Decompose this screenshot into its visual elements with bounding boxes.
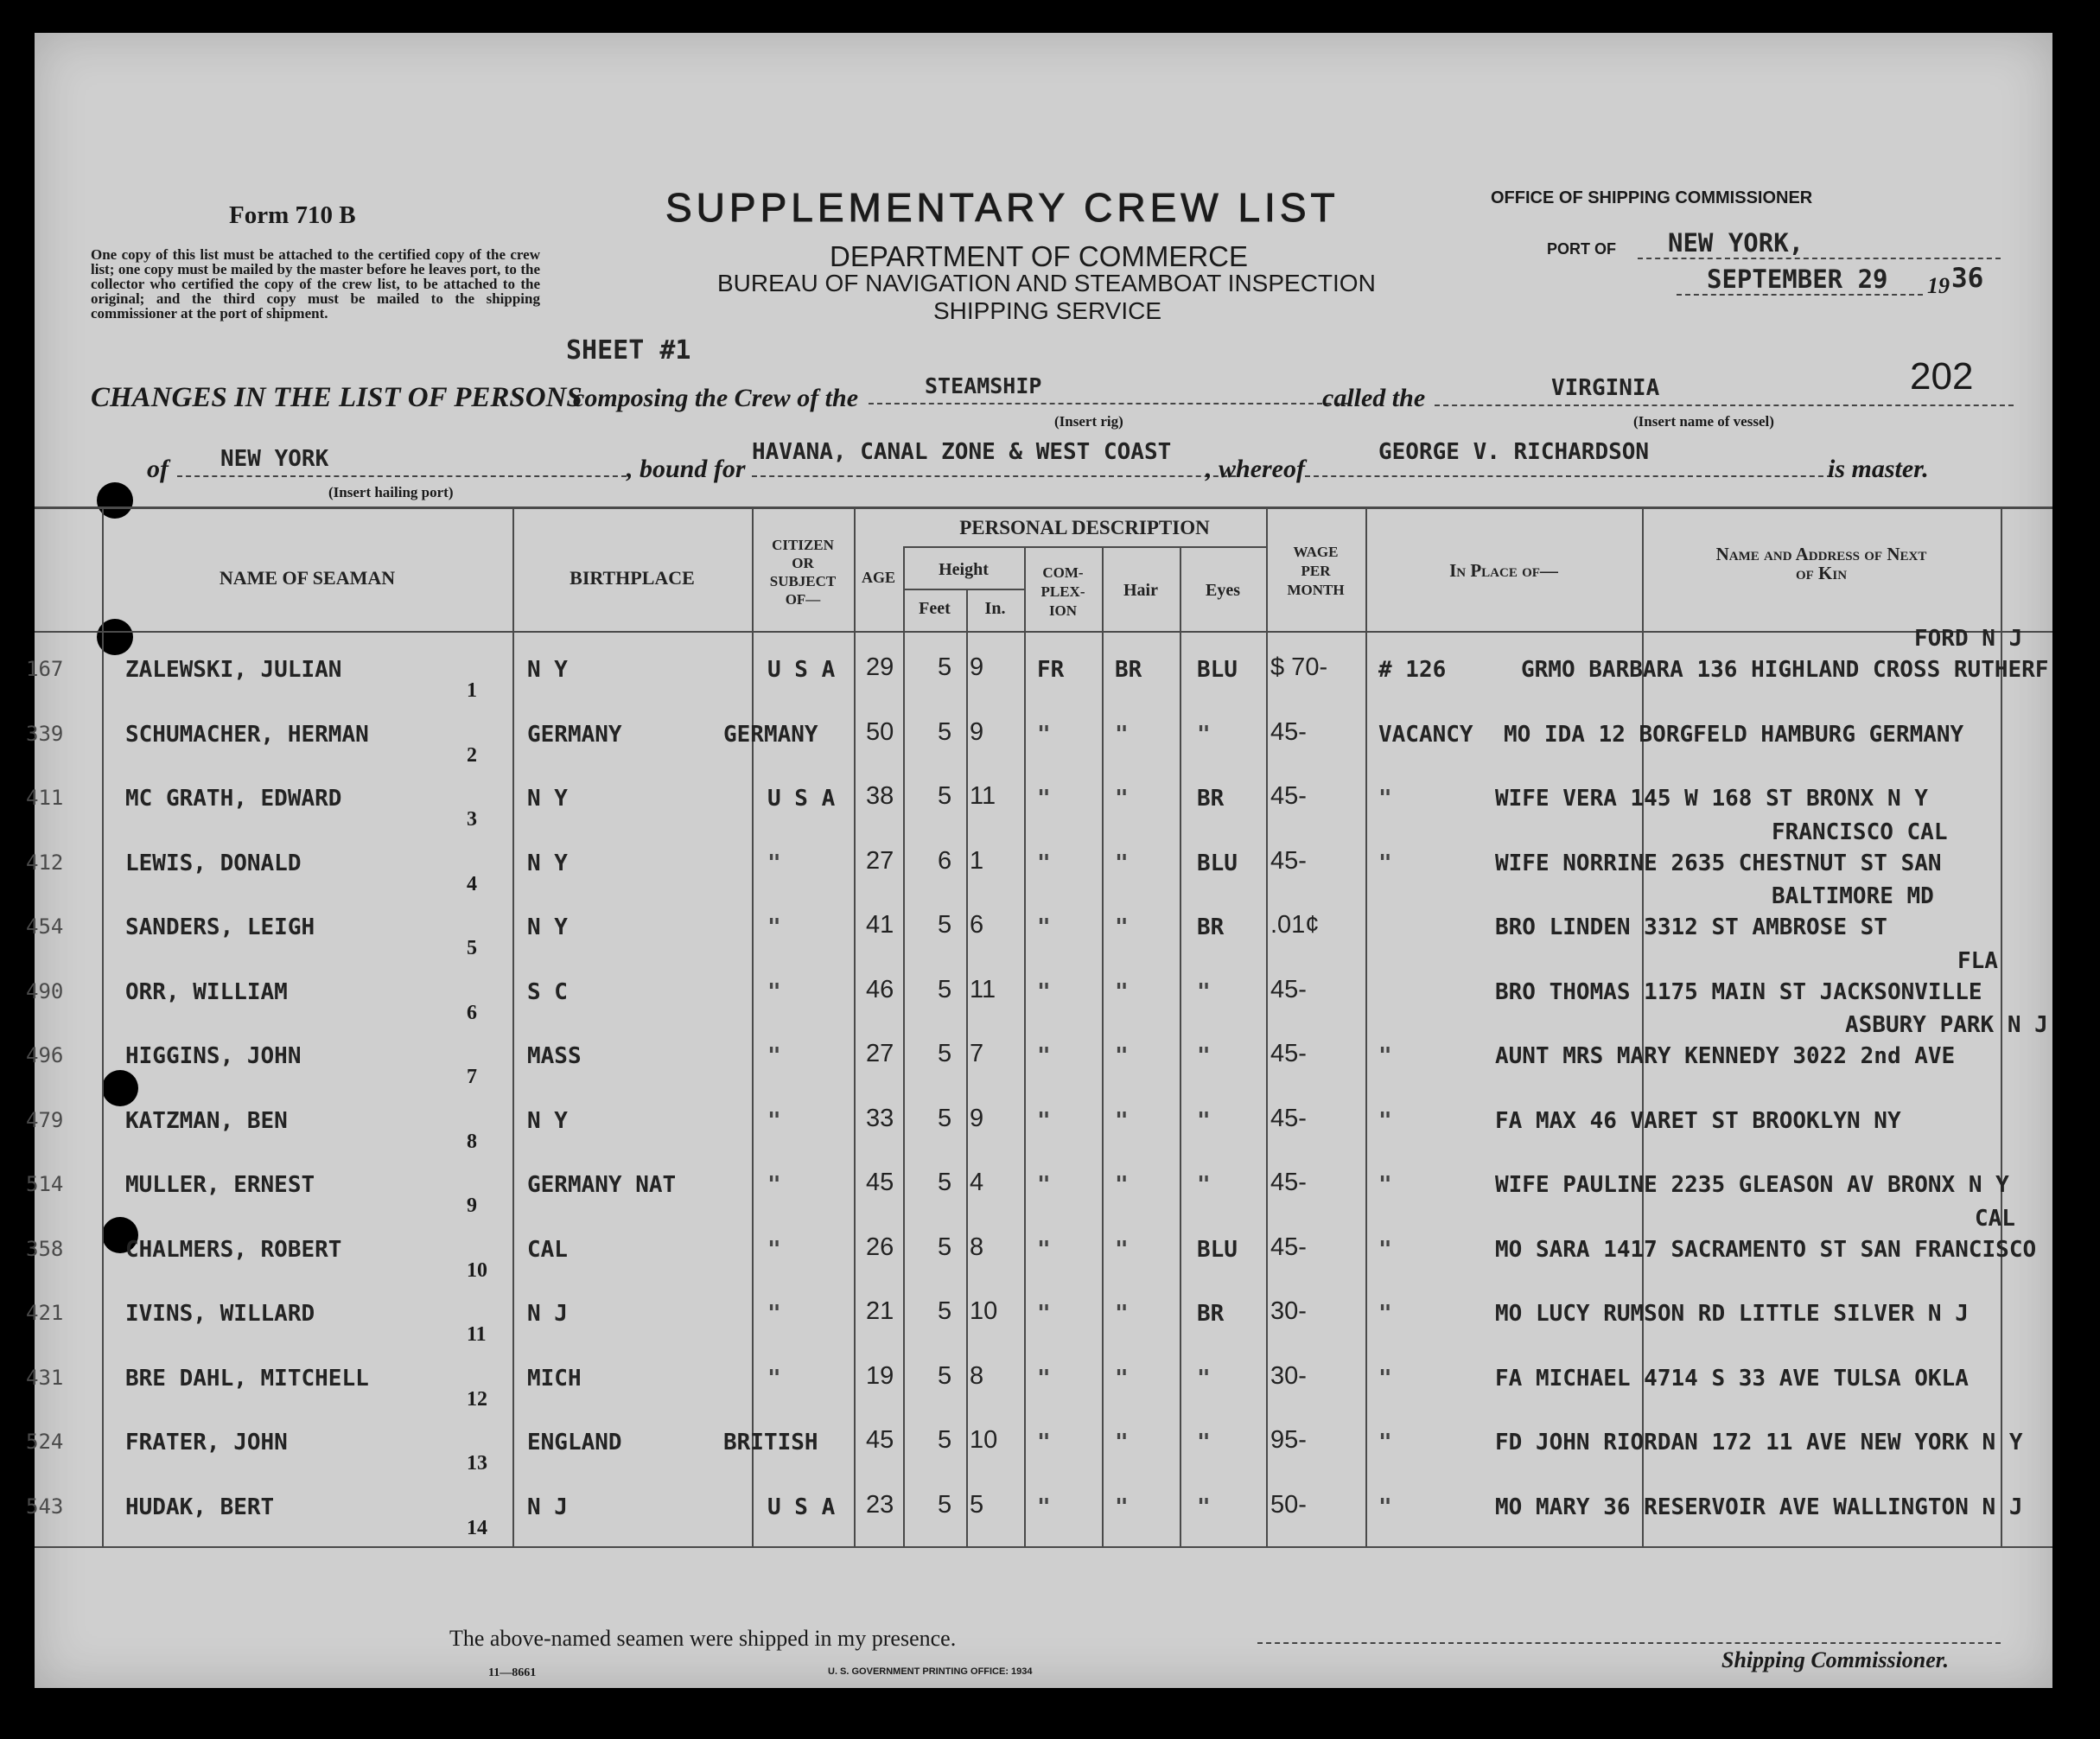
header-inches: In. (984, 599, 1006, 618)
footer-statement: The above-named seamen were shipped in my presence. (449, 1626, 957, 1651)
crew-ft: 5 (938, 653, 952, 681)
crew-wage: 45- (1270, 1169, 1307, 1196)
destination-value: HAVANA, CANAL ZONE & WEST COAST (752, 439, 1172, 465)
personal-rule (903, 546, 1266, 548)
crew-eyes: BR (1197, 1301, 1225, 1327)
crew-citizen: " (767, 1043, 781, 1069)
crew-eyes: " (1197, 978, 1211, 1005)
crew-eyes: " (1197, 1107, 1211, 1134)
header-kin-line: Name and Address of Next (1715, 544, 1927, 564)
crew-citizen: " (767, 978, 781, 1005)
crew-name: LEWIS, DONALD (125, 850, 302, 876)
crew-wage: 50- (1270, 1490, 1307, 1519)
header-height: Height (939, 560, 989, 579)
crew-age: 41 (866, 911, 894, 939)
crew-place: " (1378, 1172, 1392, 1198)
crew-name: IVINS, WILLARD (125, 1301, 315, 1327)
header-complexion-line: COM- (1042, 564, 1084, 581)
crew-row (26, 1289, 2052, 1354)
crew-ft: 5 (938, 1361, 952, 1390)
port-underline (1638, 258, 2001, 259)
signature-label: Shipping Commissioner. (1721, 1647, 1949, 1672)
header-in-place-of: In Place of— (1449, 560, 1558, 581)
office-label: OFFICE OF SHIPPING COMMISSIONER (1491, 188, 1813, 207)
crew-comp: " (1037, 721, 1051, 748)
crew-row (26, 1417, 2052, 1483)
changes-prefix: CHANGES IN THE LIST OF PERSONS (91, 382, 582, 413)
crew-in: 9 (970, 653, 984, 681)
crew-eyes: BLU (1197, 850, 1238, 876)
crew-place: " (1378, 850, 1392, 876)
crew-citizen: " (767, 1365, 781, 1392)
crew-wage: 45- (1270, 1233, 1307, 1261)
crew-ft: 5 (938, 717, 952, 746)
vessel-label: (Insert name of vessel) (1633, 413, 1774, 430)
crew-row (26, 626, 2052, 710)
form-title: SUPPLEMENTARY CREW LIST (665, 185, 1340, 230)
crew-kin: MO LUCY RUMSON RD LITTLE SILVER N J (1495, 1301, 1969, 1327)
crew-kin: FA MICHAEL 4714 S 33 AVE TULSA OKLA (1495, 1365, 1969, 1392)
crew-id: 167 (26, 657, 64, 681)
crew-num: 14 (467, 1516, 487, 1539)
crew-eyes: BR (1197, 786, 1225, 812)
crew-num: 7 (467, 1066, 477, 1088)
header-complexion-line: ION (1048, 602, 1078, 619)
crew-place: " (1378, 786, 1392, 812)
crew-in: 9 (970, 717, 984, 746)
crew-in: 1 (970, 846, 984, 875)
crew-ft: 5 (938, 782, 952, 810)
crew-comp: " (1037, 1301, 1051, 1327)
crew-name: ZALEWSKI, JULIAN (125, 657, 342, 683)
crew-id: 524 (26, 1430, 64, 1454)
crew-age: 46 (866, 975, 894, 1003)
header-eyes: Eyes (1206, 581, 1240, 600)
crew-id: 543 (26, 1494, 64, 1519)
crew-ft: 5 (938, 1426, 952, 1454)
crew-hair: " (1115, 721, 1129, 748)
crew-row (26, 819, 2052, 904)
crew-eyes: BR (1197, 914, 1225, 940)
crew-citizen: BRITISH (723, 1430, 818, 1456)
crew-place: " (1378, 1301, 1392, 1327)
sheet-number: SHEET #1 (566, 335, 691, 366)
crew-birth: MICH (527, 1365, 582, 1392)
date-value: SEPTEMBER 29 (1707, 264, 1888, 294)
page-number: 202 (1910, 355, 1974, 398)
crew-citizen: U S A (767, 657, 836, 683)
crew-citizen: " (767, 850, 781, 876)
crew-id: 358 (26, 1236, 64, 1261)
crew-hair: " (1115, 1172, 1129, 1198)
header-complexion-line: PLEX- (1040, 583, 1085, 600)
crew-place: " (1378, 1107, 1392, 1134)
called-label: called the (1322, 384, 1426, 412)
master-underline (1305, 475, 1832, 477)
crew-in: 11 (970, 782, 996, 810)
crew-kin: FA MAX 46 VARET ST BROOKLYN NY (1495, 1107, 1901, 1134)
crew-id: 490 (26, 978, 64, 1003)
crew-hair: " (1115, 1494, 1129, 1520)
crew-kin: MO IDA 12 BORGFELD HAMBURG GERMANY (1504, 721, 1964, 748)
printer-line: U. S. GOVERNMENT PRINTING OFFICE: 1934 (828, 1666, 1033, 1677)
crew-num: 11 (467, 1323, 487, 1346)
crew-kin2: BALTIMORE MD (1772, 883, 1934, 909)
crew-name: SCHUMACHER, HERMAN (125, 721, 369, 748)
crew-place: " (1378, 1430, 1392, 1456)
crew-num: 6 (467, 1001, 477, 1024)
crew-row (26, 1160, 2052, 1226)
header-birthplace: BIRTHPLACE (570, 567, 695, 589)
crew-row (26, 947, 2052, 1033)
crew-citizen: " (767, 914, 781, 940)
changes-mid: composing the Crew of the (573, 384, 859, 412)
crew-row (26, 710, 2052, 775)
crew-id: 496 (26, 1043, 64, 1067)
crew-in: 5 (970, 1490, 984, 1519)
crew-place: " (1378, 1236, 1392, 1263)
header-citizen-line: SUBJECT (769, 573, 837, 589)
port-value: NEW YORK, (1668, 228, 1804, 258)
crew-eyes: " (1197, 1365, 1211, 1392)
bound-for-label: , bound for (627, 455, 746, 483)
crew-row (26, 1096, 2052, 1162)
crew-id: 339 (26, 721, 64, 746)
rig-label: (Insert rig) (1054, 413, 1123, 430)
crew-eyes: " (1197, 1043, 1211, 1069)
bureau-name: BUREAU OF NAVIGATION AND STEAMBOAT INSPECTION (717, 270, 1376, 296)
crew-in: 8 (970, 1361, 984, 1390)
crew-ft: 5 (938, 1297, 952, 1325)
header-citizen-line: CITIZEN (772, 537, 834, 553)
crew-birth: N Y (527, 850, 568, 876)
crew-comp: FR (1037, 657, 1065, 683)
crew-citizen: GERMANY (723, 721, 818, 748)
hailing-port-label: (Insert hailing port) (328, 484, 454, 500)
whereof-label: , whereof (1206, 455, 1305, 483)
crew-place: VACANCY (1378, 721, 1473, 748)
crew-wage: 30- (1270, 1361, 1307, 1390)
crew-wage: 45- (1270, 1040, 1307, 1067)
crew-wage: $ 70- (1270, 653, 1328, 681)
crew-comp: " (1037, 786, 1051, 812)
header-citizen (752, 536, 854, 608)
crew-ft: 5 (938, 975, 952, 1003)
table-top-rule (35, 506, 2052, 509)
crew-eyes: " (1197, 1494, 1211, 1520)
crew-place: " (1378, 1365, 1392, 1392)
rig-underline (869, 403, 1348, 404)
crew-comp: " (1037, 1107, 1051, 1134)
crew-id: 454 (26, 914, 64, 939)
crew-in: 9 (970, 1104, 984, 1132)
crew-age: 19 (866, 1361, 894, 1390)
header-wage-line: PER (1301, 563, 1331, 579)
crew-citizen: U S A (767, 786, 836, 812)
crew-age: 33 (866, 1104, 894, 1132)
rig-value: STEAMSHIP (925, 373, 1042, 398)
crew-id: 412 (26, 850, 64, 875)
crew-age: 38 (866, 782, 894, 810)
crew-kin: WIFE NORRINE 2635 CHESTNUT ST SAN (1495, 850, 1942, 876)
year-prefix: 19 (1927, 273, 1950, 298)
crew-num: 5 (467, 937, 477, 959)
crew-kin: BRO THOMAS 1175 MAIN ST JACKSONVILLE (1495, 978, 1982, 1005)
crew-ft: 5 (938, 1169, 952, 1196)
crew-kin: MO SARA 1417 SACRAMENTO ST SAN FRANCISCO (1495, 1236, 2037, 1263)
crew-id: 421 (26, 1301, 64, 1325)
header-citizen-line: OF— (785, 591, 821, 608)
hailing-port-value: NEW YORK (220, 446, 329, 472)
crew-num: 3 (467, 808, 477, 831)
header-bottom-rule (35, 631, 2052, 633)
year-suffix: 36 (1951, 263, 1984, 294)
port-label: PORT OF (1547, 240, 1616, 258)
crew-comp: " (1037, 914, 1051, 940)
crew-id: 479 (26, 1107, 64, 1132)
crew-kin: AUNT MRS MARY KENNEDY 3022 2nd AVE (1495, 1043, 1956, 1069)
crew-birth: MASS (527, 1043, 582, 1069)
crew-age: 50 (866, 717, 894, 746)
crew-kin: BRO LINDEN 3312 ST AMBROSE ST (1495, 914, 1887, 940)
crew-eyes: BLU (1197, 1236, 1238, 1263)
crew-wage: 45- (1270, 717, 1307, 746)
crew-birth: N Y (527, 657, 568, 683)
crew-hair: " (1115, 1301, 1129, 1327)
crew-id: 411 (26, 786, 64, 810)
date-underline (1677, 294, 1923, 296)
vessel-value: VIRGINIA (1551, 375, 1660, 401)
crew-row (26, 1482, 2052, 1548)
crew-row (26, 774, 2052, 839)
crew-row (26, 883, 2052, 968)
crew-kin: FD JOHN RIORDAN 172 11 AVE NEW YORK N Y (1495, 1430, 2023, 1456)
crew-age: 27 (866, 846, 894, 875)
crew-hair: " (1115, 1365, 1129, 1392)
crew-wage: 45- (1270, 782, 1307, 810)
header-wage-line: WAGE (1293, 544, 1339, 560)
crew-name: MC GRATH, EDWARD (125, 786, 342, 812)
header-age: AGE (861, 569, 895, 586)
master-value: GEORGE V. RICHARDSON (1378, 439, 1650, 465)
crew-citizen: U S A (767, 1494, 836, 1520)
crew-name: BRE DAHL, MITCHELL (125, 1365, 369, 1392)
crew-row (26, 1012, 2052, 1097)
header-wage (1266, 543, 1365, 600)
crew-age: 27 (866, 1040, 894, 1067)
vessel-underline (1435, 404, 2014, 406)
header-personal-description: PERSONAL DESCRIPTION (959, 517, 1210, 538)
crew-id: 431 (26, 1365, 64, 1390)
crew-name: FRATER, JOHN (125, 1430, 288, 1456)
header-kin-line: of Kin (1795, 563, 1848, 583)
crew-birth: CAL (527, 1236, 568, 1263)
crew-age: 26 (866, 1233, 894, 1261)
crew-birth: S C (527, 978, 568, 1005)
crew-ft: 5 (938, 1233, 952, 1261)
crew-num: 1 (467, 679, 477, 702)
crew-kin2: FRANCISCO CAL (1772, 819, 1948, 845)
crew-hair: " (1115, 978, 1129, 1005)
crew-birth: N J (527, 1301, 568, 1327)
crew-place: " (1378, 1043, 1392, 1069)
crew-hair: " (1115, 1430, 1129, 1456)
crew-kin: MO MARY 36 RESERVOIR AVE WALLINGTON N J (1495, 1494, 2023, 1520)
crew-birth: GERMANY (527, 721, 622, 748)
crew-row (26, 1205, 2052, 1290)
crew-name: ORR, WILLIAM (125, 978, 288, 1005)
crew-comp: " (1037, 1430, 1051, 1456)
crew-wage: 45- (1270, 975, 1307, 1003)
crew-comp: " (1037, 1172, 1051, 1198)
crew-name: HUDAK, BERT (125, 1494, 275, 1520)
header-hair: Hair (1123, 581, 1158, 600)
height-rule (903, 589, 1024, 590)
crew-ft: 5 (938, 911, 952, 939)
crew-list-sheet (26, 33, 2052, 1688)
header-wage-line: MONTH (1287, 582, 1345, 598)
crew-birth: N Y (527, 786, 568, 812)
form-code: 11—8661 (488, 1666, 537, 1679)
crew-comp: " (1037, 978, 1051, 1005)
crew-age: 21 (866, 1297, 894, 1325)
header-citizen-line: OR (792, 555, 814, 571)
crew-comp: " (1037, 1494, 1051, 1520)
crew-hair: " (1115, 850, 1129, 876)
crew-num: 4 (467, 872, 477, 895)
crew-ft: 5 (938, 1040, 952, 1067)
signature-line (1257, 1642, 2001, 1644)
crew-name: HIGGINS, JOHN (125, 1043, 302, 1069)
crew-kin2: FLA (1957, 947, 1998, 974)
master-suffix: is master. (1828, 455, 1929, 483)
crew-age: 45 (866, 1426, 894, 1454)
crew-birth: ENGLAND (527, 1430, 622, 1456)
crew-name: CHALMERS, ROBERT (125, 1236, 342, 1263)
service-name: SHIPPING SERVICE (933, 297, 1162, 324)
crew-comp: " (1037, 850, 1051, 876)
crew-comp: " (1037, 1236, 1051, 1263)
crew-id: 514 (26, 1172, 64, 1196)
crew-age: 23 (866, 1490, 894, 1519)
crew-ft: 6 (938, 846, 952, 875)
crew-kin2: FORD N J (1914, 626, 2023, 652)
header-complexion (1024, 564, 1102, 621)
crew-in: 10 (970, 1426, 998, 1454)
crew-num: 9 (467, 1194, 477, 1217)
header-feet: Feet (919, 599, 951, 618)
crew-birth: N Y (527, 914, 568, 940)
crew-name: KATZMAN, BEN (125, 1107, 288, 1134)
crew-num: 12 (467, 1387, 487, 1411)
crew-hair: " (1115, 1107, 1129, 1134)
crew-comp: " (1037, 1043, 1051, 1069)
crew-in: 8 (970, 1233, 984, 1261)
crew-place: # 126 (1378, 657, 1447, 683)
crew-in: 7 (970, 1040, 984, 1067)
crew-eyes: BLU (1197, 657, 1238, 683)
form-instruction: One copy of this list must be attached to the certified copy of the crew list; one copy must be mailed by the master before he leaves port, to the collector who certified the copy of the crew list, to be attached to the original; and the third copy must be mailed to the shipping commissioner at the port of shipment. (91, 246, 540, 322)
crew-birth: N J (527, 1494, 568, 1520)
crew-num: 13 (467, 1452, 487, 1475)
crew-in: 10 (970, 1297, 998, 1325)
of-label: of (147, 455, 169, 483)
crew-eyes: " (1197, 1430, 1211, 1456)
crew-in: 6 (970, 911, 984, 939)
crew-citizen: " (767, 1236, 781, 1263)
crew-wage: 95- (1270, 1426, 1307, 1454)
header-next-of-kin (1642, 545, 2001, 583)
crew-name: MULLER, ERNEST (125, 1172, 315, 1198)
crew-in: 11 (970, 975, 996, 1003)
crew-birth: GERMANY NAT (527, 1172, 677, 1198)
crew-num: 2 (467, 743, 477, 767)
crew-ft: 5 (938, 1104, 952, 1132)
destination-underline (752, 475, 1236, 477)
crew-hair: " (1115, 914, 1129, 940)
crew-place: " (1378, 1494, 1392, 1520)
form-number: Form 710 B (229, 201, 356, 229)
hailing-port-underline (177, 475, 627, 477)
department-name: DEPARTMENT OF COMMERCE (830, 240, 1249, 272)
crew-name: SANDERS, LEIGH (125, 914, 315, 940)
crew-kin2: ASBURY PARK N J (1845, 1012, 2048, 1038)
crew-wage: 30- (1270, 1297, 1307, 1325)
crew-kin: GRMO BARBARA 136 HIGHLAND CROSS RUTHERF (1521, 657, 2049, 683)
crew-kin: WIFE VERA 145 W 168 ST BRONX N Y (1495, 786, 1928, 812)
crew-ft: 5 (938, 1490, 952, 1519)
crew-kin: WIFE PAULINE 2235 GLEASON AV BRONX N Y (1495, 1172, 2009, 1198)
crew-hair: BR (1115, 657, 1142, 683)
crew-in: 4 (970, 1169, 984, 1196)
crew-kin2: CAL (1975, 1205, 2015, 1232)
crew-citizen: " (767, 1107, 781, 1134)
crew-num: 8 (467, 1130, 477, 1153)
crew-age: 29 (866, 653, 894, 681)
crew-hair: " (1115, 1043, 1129, 1069)
crew-age: 45 (866, 1169, 894, 1196)
crew-num: 10 (467, 1258, 487, 1282)
crew-eyes: " (1197, 721, 1211, 748)
crew-hair: " (1115, 1236, 1129, 1263)
crew-wage: 45- (1270, 846, 1307, 875)
crew-citizen: " (767, 1301, 781, 1327)
crew-eyes: " (1197, 1172, 1211, 1198)
crew-wage: .01¢ (1270, 911, 1320, 939)
crew-birth: N Y (527, 1107, 568, 1134)
crew-comp: " (1037, 1365, 1051, 1392)
header-name: NAME OF SEAMAN (219, 567, 396, 589)
crew-citizen: " (767, 1172, 781, 1198)
crew-wage: 45- (1270, 1104, 1307, 1132)
crew-hair: " (1115, 786, 1129, 812)
crew-row (26, 1354, 2052, 1419)
